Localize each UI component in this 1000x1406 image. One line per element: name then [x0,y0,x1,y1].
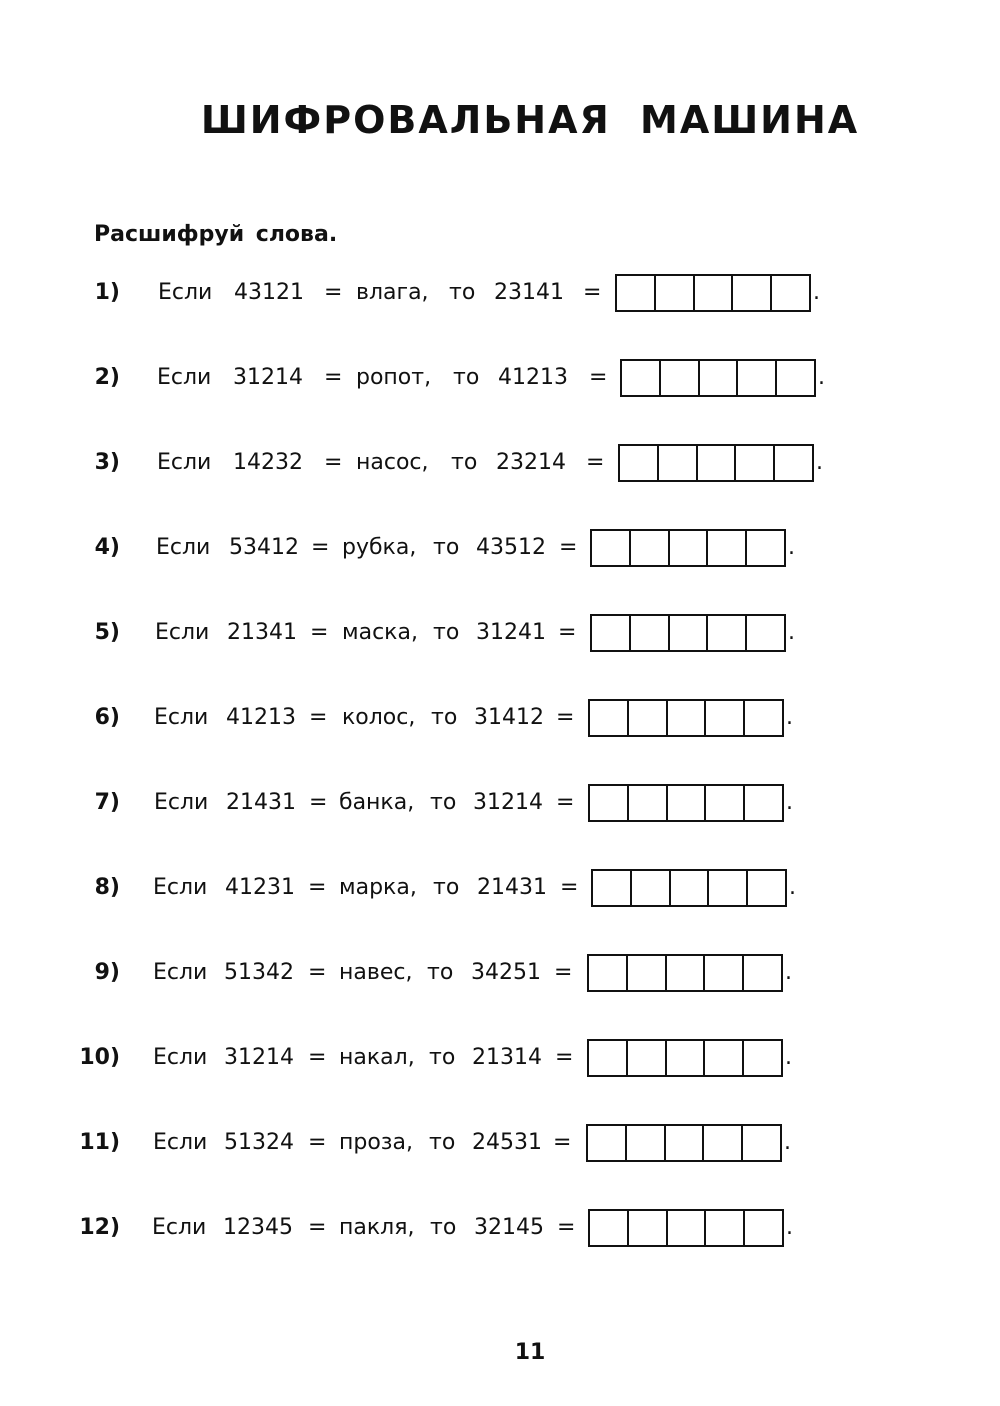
answer-letter-cell[interactable] [747,616,784,650]
target-code: 43512 [476,535,546,560]
target-code: 32145 [474,1215,544,1240]
answer-letter-cell[interactable] [590,786,629,820]
task-number: 1) [94,280,120,305]
page-title: ШИФРОВАЛЬНАЯ МАШИНА [200,98,860,142]
period-mark: . [785,1045,792,1070]
answer-letter-cell[interactable] [706,1211,745,1245]
if-label: Если [152,1215,207,1240]
then-label: то [431,705,458,730]
task-row [0,614,1000,654]
then-label: то [429,1045,456,1070]
answer-letter-cell[interactable] [736,446,775,480]
answer-letter-cell[interactable] [745,786,782,820]
known-word: маска, [342,620,418,645]
answer-letter-cell[interactable] [670,616,709,650]
answer-letter-cell[interactable] [668,1211,707,1245]
period-mark: . [788,620,795,645]
answer-letter-cell[interactable] [738,361,777,395]
answer-letter-cell[interactable] [589,1041,628,1075]
answer-letter-cell[interactable] [628,956,667,990]
if-label: Если [157,450,212,475]
answer-letter-cell[interactable] [709,871,748,905]
then-label: то [433,535,460,560]
equals-sign: = [309,705,328,730]
answer-letter-cell[interactable] [659,446,698,480]
known-word: навес, [339,960,413,985]
answer-boxes[interactable] [591,869,787,907]
cipher-code: 51342 [224,960,294,985]
if-label: Если [158,280,213,305]
answer-letter-cell[interactable] [629,701,668,735]
task-number: 12) [79,1215,120,1240]
then-label: то [430,1215,457,1240]
answer-letter-cell[interactable] [631,531,670,565]
answer-letter-cell[interactable] [617,276,656,310]
answer-letter-cell[interactable] [661,361,700,395]
known-word: марка, [339,875,417,900]
if-label: Если [154,705,209,730]
equals-sign: = [311,535,330,560]
cipher-code: 14232 [233,450,303,475]
equals-sign: = [586,450,605,475]
answer-letter-cell[interactable] [744,956,781,990]
answer-letter-cell[interactable] [668,701,707,735]
task-row [0,359,1000,399]
answer-boxes[interactable] [588,784,784,822]
target-code: 41213 [498,365,568,390]
answer-boxes[interactable] [586,1124,782,1162]
equals-sign: = [583,280,602,305]
answer-letter-cell[interactable] [704,1126,743,1160]
answer-letter-cell[interactable] [733,276,772,310]
answer-letter-cell[interactable] [667,1041,706,1075]
equals-sign: = [553,1130,572,1155]
equals-sign: = [324,365,343,390]
page-number: 11 [514,1340,546,1365]
then-label: то [451,450,478,475]
period-mark: . [784,1130,791,1155]
if-label: Если [153,1130,208,1155]
answer-letter-cell[interactable] [705,1041,744,1075]
answer-letter-cell[interactable] [627,1126,666,1160]
answer-letter-cell[interactable] [632,871,671,905]
period-mark: . [786,705,793,730]
answer-boxes[interactable] [620,359,816,397]
known-word: пакля, [339,1215,415,1240]
if-label: Если [153,1045,208,1070]
then-label: то [433,620,460,645]
then-label: то [433,875,460,900]
equals-sign: = [308,1045,327,1070]
answer-letter-cell[interactable] [745,701,782,735]
task-row [0,1209,1000,1249]
then-label: то [427,960,454,985]
answer-letter-cell[interactable] [620,446,659,480]
answer-letter-cell[interactable] [745,1211,782,1245]
answer-boxes[interactable] [590,529,786,567]
cipher-code: 31214 [224,1045,294,1070]
period-mark: . [785,960,792,985]
cipher-code: 21431 [226,790,296,815]
if-label: Если [154,790,209,815]
equals-sign: = [555,1045,574,1070]
answer-letter-cell[interactable] [706,701,745,735]
answer-letter-cell[interactable] [666,1126,705,1160]
equals-sign: = [556,790,575,815]
cipher-code: 41231 [225,875,295,900]
answer-letter-cell[interactable] [667,956,706,990]
answer-boxes[interactable] [618,444,814,482]
equals-sign: = [556,705,575,730]
answer-letter-cell[interactable] [668,786,707,820]
task-number: 2) [94,365,120,390]
period-mark: . [786,790,793,815]
equals-sign: = [308,1215,327,1240]
then-label: то [429,1130,456,1155]
target-code: 23141 [494,280,564,305]
equals-sign: = [589,365,608,390]
answer-letter-cell[interactable] [590,1211,629,1245]
cipher-code: 12345 [223,1215,293,1240]
target-code: 31214 [473,790,543,815]
task-number: 5) [94,620,120,645]
answer-letter-cell[interactable] [588,1126,627,1160]
answer-boxes[interactable] [590,614,786,652]
if-label: Если [155,620,210,645]
task-number: 3) [94,450,120,475]
equals-sign: = [308,875,327,900]
answer-boxes[interactable] [588,1209,784,1247]
answer-letter-cell[interactable] [592,616,631,650]
task-row [0,444,1000,484]
answer-boxes[interactable] [587,954,783,992]
known-word: накал, [339,1045,415,1070]
period-mark: . [786,1215,793,1240]
task-number: 4) [94,535,120,560]
equals-sign: = [308,960,327,985]
answer-letter-cell[interactable] [772,276,809,310]
target-code: 21314 [472,1045,542,1070]
target-code: 31412 [474,705,544,730]
answer-letter-cell[interactable] [622,361,661,395]
known-word: ропот, [356,365,432,390]
if-label: Если [153,960,208,985]
target-code: 23214 [496,450,566,475]
equals-sign: = [554,960,573,985]
answer-letter-cell[interactable] [593,871,632,905]
then-label: то [430,790,457,815]
cipher-code: 31214 [233,365,303,390]
answer-letter-cell[interactable] [700,361,739,395]
equals-sign: = [309,790,328,815]
answer-letter-cell[interactable] [775,446,812,480]
task-row [0,869,1000,909]
answer-letter-cell[interactable] [631,616,670,650]
cipher-code: 53412 [229,535,299,560]
equals-sign: = [310,620,329,645]
target-code: 24531 [472,1130,542,1155]
known-word: рубка, [342,535,417,560]
task-number: 8) [94,875,120,900]
task-row [0,529,1000,569]
instruction: Расшифруй слова. [94,222,338,247]
equals-sign: = [560,875,579,900]
target-code: 34251 [471,960,541,985]
if-label: Если [157,365,212,390]
answer-letter-cell[interactable] [708,616,747,650]
known-word: насос, [356,450,429,475]
period-mark: . [818,365,825,390]
answer-letter-cell[interactable] [748,871,785,905]
target-code: 21431 [477,875,547,900]
known-word: банка, [339,790,415,815]
target-code: 31241 [476,620,546,645]
answer-letter-cell[interactable] [698,446,737,480]
answer-boxes[interactable] [587,1039,783,1077]
equals-sign: = [324,280,343,305]
answer-letter-cell[interactable] [708,531,747,565]
answer-letter-cell[interactable] [777,361,814,395]
answer-letter-cell[interactable] [589,956,628,990]
answer-letter-cell[interactable] [671,871,710,905]
task-number: 10) [79,1045,120,1070]
answer-letter-cell[interactable] [629,786,668,820]
known-word: колос, [342,705,416,730]
cipher-code: 43121 [234,280,304,305]
answer-letter-cell[interactable] [695,276,734,310]
answer-letter-cell[interactable] [629,1211,668,1245]
answer-letter-cell[interactable] [706,786,745,820]
answer-letter-cell[interactable] [744,1041,781,1075]
period-mark: . [816,450,823,475]
task-number: 9) [94,960,120,985]
answer-letter-cell[interactable] [743,1126,780,1160]
period-mark: . [813,280,820,305]
task-row [0,699,1000,739]
answer-letter-cell[interactable] [656,276,695,310]
equals-sign: = [557,1215,576,1240]
task-number: 7) [94,790,120,815]
known-word: проза, [339,1130,413,1155]
if-label: Если [156,535,211,560]
period-mark: . [788,535,795,560]
answer-boxes[interactable] [615,274,811,312]
answer-letter-cell[interactable] [670,531,709,565]
answer-letter-cell[interactable] [590,701,629,735]
task-row [0,1124,1000,1164]
task-number: 6) [94,705,120,730]
answer-letter-cell[interactable] [628,1041,667,1075]
then-label: то [453,365,480,390]
equals-sign: = [308,1130,327,1155]
task-row [0,274,1000,314]
answer-boxes[interactable] [588,699,784,737]
cipher-code: 21341 [227,620,297,645]
task-row [0,1039,1000,1079]
equals-sign: = [324,450,343,475]
if-label: Если [153,875,208,900]
equals-sign: = [558,620,577,645]
answer-letter-cell[interactable] [705,956,744,990]
task-row [0,784,1000,824]
task-row [0,954,1000,994]
answer-letter-cell[interactable] [592,531,631,565]
answer-letter-cell[interactable] [747,531,784,565]
then-label: то [449,280,476,305]
known-word: влага, [356,280,429,305]
equals-sign: = [559,535,578,560]
cipher-code: 51324 [224,1130,294,1155]
cipher-code: 41213 [226,705,296,730]
task-number: 11) [79,1130,120,1155]
period-mark: . [789,875,796,900]
